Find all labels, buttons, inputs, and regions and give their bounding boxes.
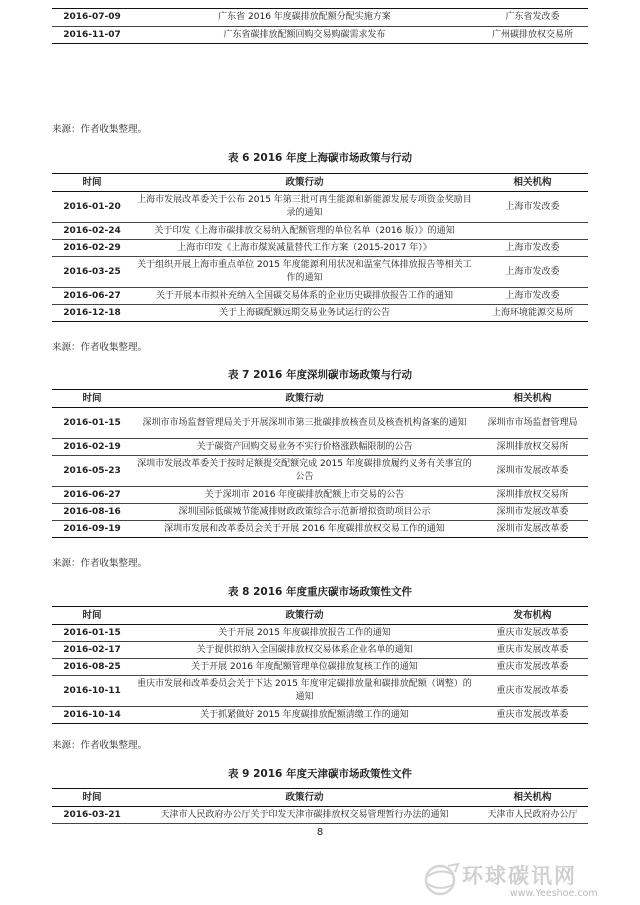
- date-cell: 2016-09-19: [52, 521, 132, 538]
- date-cell: 2016-08-16: [52, 504, 132, 521]
- action-cell: 广东省 2016 年度碳排放配额分配实施方案: [132, 9, 477, 27]
- table-row: [52, 707, 588, 724]
- action-cell: 广东省碳排放配额回购交易购碳需求发布: [132, 27, 477, 44]
- action-cell: 重庆市发展和改革委员会关于下达 2015 年度审定碳排放量和碳排放配额（调整）的通知: [132, 676, 477, 707]
- org-cell: 重庆市发展改革委: [477, 659, 588, 676]
- date-cell: 2016-07-09: [52, 9, 132, 27]
- org-cell: 上海市发改委: [477, 257, 588, 288]
- org-cell: 深圳排放权交易所: [477, 439, 588, 456]
- table-header-row: [52, 174, 588, 192]
- org-cell: [477, 223, 588, 240]
- watermark-url: www.Yeeshoe.com: [510, 888, 598, 899]
- org-cell: 天津市人民政府办公厅: [477, 807, 588, 824]
- date-cell: 2016-02-29: [52, 240, 132, 257]
- action-cell: 关于上海碳配额远期交易业务试运行的公告: [132, 305, 477, 322]
- table-caption: 表 7 2016 年度深圳碳市场政策与行动: [228, 369, 412, 381]
- table-row: [52, 807, 588, 824]
- date-cell: 2016-02-19: [52, 439, 132, 456]
- date-cell: 2016-08-25: [52, 659, 132, 676]
- date-cell: 2016-10-14: [52, 707, 132, 724]
- date-cell: 2016-01-15: [52, 408, 132, 439]
- org-cell: 上海环境能源交易所: [477, 305, 588, 322]
- table-header-row: [52, 607, 588, 625]
- column-header: 相关机构: [477, 390, 588, 408]
- page-number: 8: [316, 827, 324, 838]
- org-cell: 深圳市发展改革委: [477, 521, 588, 538]
- action-cell: 关于抓紧做好 2015 年度碳排放配额清缴工作的通知: [132, 707, 477, 724]
- org-cell: 深圳市市场监督管理局: [477, 408, 588, 439]
- org-cell: 广东省发改委: [477, 9, 588, 27]
- org-cell: 深圳市发展改革委: [477, 504, 588, 521]
- date-cell: 2016-06-27: [52, 487, 132, 504]
- action-cell: 天津市人民政府办公厅关于印发天津市碳排放权交易管理暂行办法的通知: [132, 807, 477, 824]
- action-cell: 上海市印发《上海市煤炭减量替代工作方案（2015-2017 年）》: [132, 240, 477, 257]
- table-row: [52, 257, 588, 288]
- column-header: 政策行动: [132, 390, 477, 408]
- date-cell: 2016-03-25: [52, 257, 132, 288]
- column-header: 政策行动: [132, 607, 477, 625]
- date-cell: 2016-05-23: [52, 456, 132, 487]
- table-row: [52, 240, 588, 257]
- org-cell: 深圳市发展改革委: [477, 456, 588, 487]
- table-row: [52, 642, 588, 659]
- table-row: [52, 625, 588, 642]
- table-row: [52, 659, 588, 676]
- source-note: 来源：作者收集整理。: [52, 740, 148, 751]
- table-guangdong-continued: [52, 8, 588, 44]
- table-row: [52, 521, 588, 538]
- source-note: 来源：作者收集整理。: [52, 558, 148, 569]
- action-cell: 深圳市发展和改革委员会关于开展 2016 年度碳排放权交易工作的通知: [132, 521, 477, 538]
- org-cell: 上海市发改委: [477, 192, 588, 223]
- column-header: 相关机构: [477, 789, 588, 807]
- action-cell: 关于深圳市 2016 年度碳排放配额上市交易的公告: [132, 487, 477, 504]
- table-row: [52, 305, 588, 322]
- table-row: [52, 439, 588, 456]
- table-row: [52, 223, 588, 240]
- globe-logo-icon: [422, 862, 462, 898]
- table-header-row: [52, 789, 588, 807]
- action-cell: 关于开展本市拟补充纳入全国碳交易体系的企业历史碳排放报告工作的通知: [132, 288, 477, 305]
- table-tianjin: [52, 788, 588, 824]
- column-header: 时间: [52, 607, 132, 625]
- table-caption: 表 9 2016 年度天津碳市场政策性文件: [228, 768, 412, 780]
- date-cell: 2016-01-20: [52, 192, 132, 223]
- date-cell: 2016-10-11: [52, 676, 132, 707]
- org-cell: 广州碳排放权交易所: [477, 27, 588, 44]
- watermark-name: 环球碳讯网: [462, 864, 577, 888]
- action-cell: 关于开展 2016 年度配额管理单位碳排放复核工作的通知: [132, 659, 477, 676]
- table-row: [52, 456, 588, 487]
- source-note: 来源：作者收集整理。: [52, 124, 148, 135]
- column-header: 时间: [52, 789, 132, 807]
- watermark: [422, 858, 612, 902]
- table-row: [52, 676, 588, 707]
- org-cell: 重庆市发展改革委: [477, 707, 588, 724]
- action-cell: 关于组织开展上海市重点单位 2015 年度能源利用状况和温室气体排放报告等相关工作的通知: [132, 257, 477, 288]
- table-row: [52, 504, 588, 521]
- table-row: [52, 27, 588, 44]
- date-cell: 2016-02-17: [52, 642, 132, 659]
- date-cell: 2016-01-15: [52, 625, 132, 642]
- column-header: 政策行动: [132, 789, 477, 807]
- table-header-row: [52, 390, 588, 408]
- org-cell: 上海市发改委: [477, 240, 588, 257]
- action-cell: 关于提供拟纳入全国碳排放权交易体系企业名单的通知: [132, 642, 477, 659]
- date-cell: 2016-02-24: [52, 223, 132, 240]
- column-header: 时间: [52, 390, 132, 408]
- table-chongqing: [52, 606, 588, 724]
- date-cell: 2016-03-21: [52, 807, 132, 824]
- date-cell: 2016-11-07: [52, 27, 132, 44]
- table-row: [52, 288, 588, 305]
- org-cell: 深圳排放权交易所: [477, 487, 588, 504]
- table-row: [52, 487, 588, 504]
- action-cell: 关于开展 2015 年度碳排放报告工作的通知: [132, 625, 477, 642]
- table-shanghai: [52, 173, 588, 322]
- table-row: [52, 408, 588, 439]
- org-cell: 上海市发改委: [477, 288, 588, 305]
- action-cell: 深圳市市场监督管理局关于开展深圳市第三批碳排放核查员及核查机构备案的通知: [132, 408, 477, 439]
- org-cell: 重庆市发展改革委: [477, 625, 588, 642]
- column-header: 时间: [52, 174, 132, 192]
- date-cell: 2016-06-27: [52, 288, 132, 305]
- action-cell: 关于印发《上海市碳排放交易纳入配额管理的单位名单（2016 版）》的通知: [132, 223, 477, 240]
- table-caption: 表 8 2016 年度重庆碳市场政策性文件: [228, 586, 412, 598]
- action-cell: 深圳国际低碳城节能减排财政政策综合示范新增拟资助项目公示: [132, 504, 477, 521]
- column-header: 政策行动: [132, 174, 477, 192]
- table-shenzhen: [52, 389, 588, 538]
- table-caption: 表 6 2016 年度上海碳市场政策与行动: [228, 152, 412, 164]
- table-row: [52, 192, 588, 223]
- source-note: 来源：作者收集整理。: [52, 342, 148, 353]
- action-cell: 深圳市发展改革委关于按时足额提交配额完成 2015 年度碳排放履约义务有关事宜的公告: [132, 456, 477, 487]
- org-cell: 重庆市发展改革委: [477, 676, 588, 707]
- org-cell: 重庆市发展改革委: [477, 642, 588, 659]
- date-cell: 2016-12-18: [52, 305, 132, 322]
- column-header: 发布机构: [477, 607, 588, 625]
- column-header: 相关机构: [477, 174, 588, 192]
- action-cell: 关于碳资产回购交易业务不实行价格涨跌幅限制的公告: [132, 439, 477, 456]
- table-row: [52, 9, 588, 27]
- action-cell: 上海市发展改革委关于公布 2015 年第三批可再生能源和新能源发展专项资金奖励目录的通知: [132, 192, 477, 223]
